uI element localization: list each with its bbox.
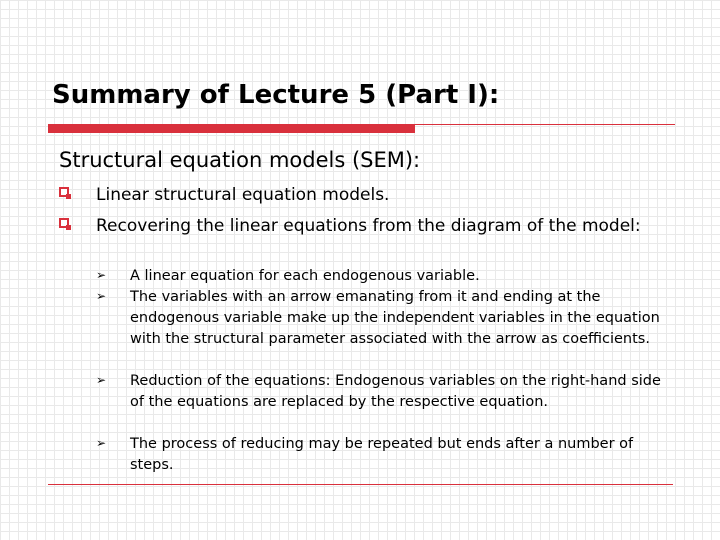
- arrowhead-bullet-icon: ➢: [96, 289, 107, 303]
- title-underline-thick: [48, 124, 415, 133]
- bullet-item: [59, 215, 649, 238]
- sub-bullet-item: [96, 371, 666, 413]
- slide-subtitle: Structural equation models (SEM):: [59, 148, 421, 172]
- hollow-square-bullet-icon: [59, 218, 69, 228]
- sub-bullet-text: Reduction of the equations: Endogenous variables on the right-hand side of the equations are replaced by the respective equation.: [130, 373, 661, 410]
- sub-bullet-text: The variables with an arrow emanating from it and ending at the endogenous variable make up the independent variables in the equation with the structural parameter associated with the arrow as coefficients.: [130, 289, 660, 347]
- bullet-text: Linear structural equation models.: [96, 185, 390, 205]
- bottom-rule: [48, 484, 673, 485]
- arrowhead-bullet-icon: ➢: [96, 373, 107, 387]
- hollow-square-bullet-icon: [59, 187, 69, 197]
- slide-title: Summary of Lecture 5 (Part I):: [52, 80, 500, 110]
- sub-bullet-text: A linear equation for each endogenous variable.: [130, 268, 480, 284]
- sub-bullet-text: The process of reducing may be repeated but ends after a number of steps.: [130, 436, 634, 473]
- sub-bullet-item: [96, 434, 666, 476]
- sub-bullet-item: [96, 287, 666, 350]
- sub-bullet-item: [96, 266, 666, 287]
- arrowhead-bullet-icon: ➢: [96, 268, 107, 282]
- title-underline-thin: [415, 124, 675, 125]
- bullet-text: Recovering the linear equations from the diagram of the model:: [96, 216, 641, 236]
- arrowhead-bullet-icon: ➢: [96, 436, 107, 450]
- bullet-item: [59, 184, 659, 207]
